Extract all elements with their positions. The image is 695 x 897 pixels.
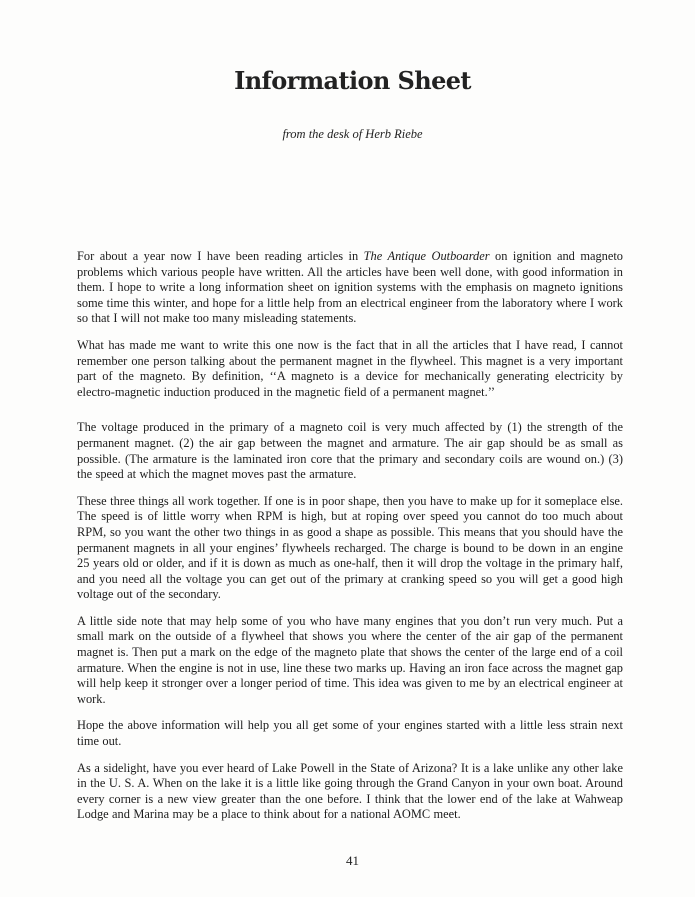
paragraph-side-note: A little side note that may help some of you who have many engines that you don’t run very much. Put a small mark on the outside of a flywheel that shows you where the center of the air gap of the permanent magnet is. Then put a mark on the edge of the magneto plate that shows the center of the large end of a coil armature. When the engine is not in use, line these two marks up. Having an iron face across the magnet gap will help keep it stronger over a longer period of time. This idea was given to me by an electrical engineer at work. <box>77 613 623 706</box>
paragraph-text: on ignition and magneto problems which various people have written. All the articles have been well done, with good information in them. I hope to write a long information sheet on ignition systems with the emphasis on magneto ignitions some time this winter, and hope for a little help from an electrical engineer from the laboratory where I work so that I will not make too many misleading statements. <box>77 249 623 326</box>
document-title: Information Sheet <box>234 66 471 95</box>
paragraph-recharge-magnets: These three things all work together. If one is in poor shape, then you have to make up for it someplace else. The speed is of little worry when RPM is high, but at roping over speed you cannot do too much about RPM, so you want the other two things in as good a shape as possible. This means that you should have the permanent magnets in all your engines’ flywheels recharged. The charge is bound to be down in an engine 25 years old or older, and if it is down as much as one-half, then it will drop the voltage in the primary half, and you need all the voltage you can get out of the primary at cranking speed so you will get a good high voltage out of the secondary. <box>77 493 623 602</box>
paragraph-closing: Hope the above information will help you all get some of your engines started with a little less strain next time out. <box>77 718 623 749</box>
paragraph-voltage-factors: The voltage produced in the primary of a magneto coil is very much affected by (1) the strength of the permanent magnet. (2) the air gap between the magnet and armature. The air gap should be as small as possible. (The armature is the laminated iron core that the primary and secondary coils are wound on.) (3) the speed at which the magnet moves past the armature. <box>77 420 623 482</box>
byline: from the desk of Herb Riebe <box>282 127 423 141</box>
paragraph-intro <box>77 249 623 327</box>
page-number: 41 <box>346 853 359 868</box>
paragraph-text: For about a year now I have been reading articles in <box>77 249 364 263</box>
publication-title: The Antique Outboarder <box>363 249 490 263</box>
paragraph-magnet-definition: What has made me want to write this one now is the fact that in all the articles that I have read, I cannot remember one person talking about the permanent magnet in the flywheel. This magnet is a very important part of the magneto. By definition, ‘‘A magneto is a device for mechanically generating electricity by electro-magnetic induction produced in the magnetic field of a permanent magnet.’’ <box>77 337 623 399</box>
paragraph-lake-powell: As a sidelight, have you ever heard of Lake Powell in the State of Arizona? It is a lake unlike any other lake in the U. S. A. When on the lake it is a little like going through the Grand Canyon in your own boat. Around every corner is a new view greater than the one before. I think that the lower end of the lake at Wahweap Lodge and Marina may be a place to think about for a national AOMC meet. <box>77 760 623 822</box>
article-body <box>77 249 623 823</box>
